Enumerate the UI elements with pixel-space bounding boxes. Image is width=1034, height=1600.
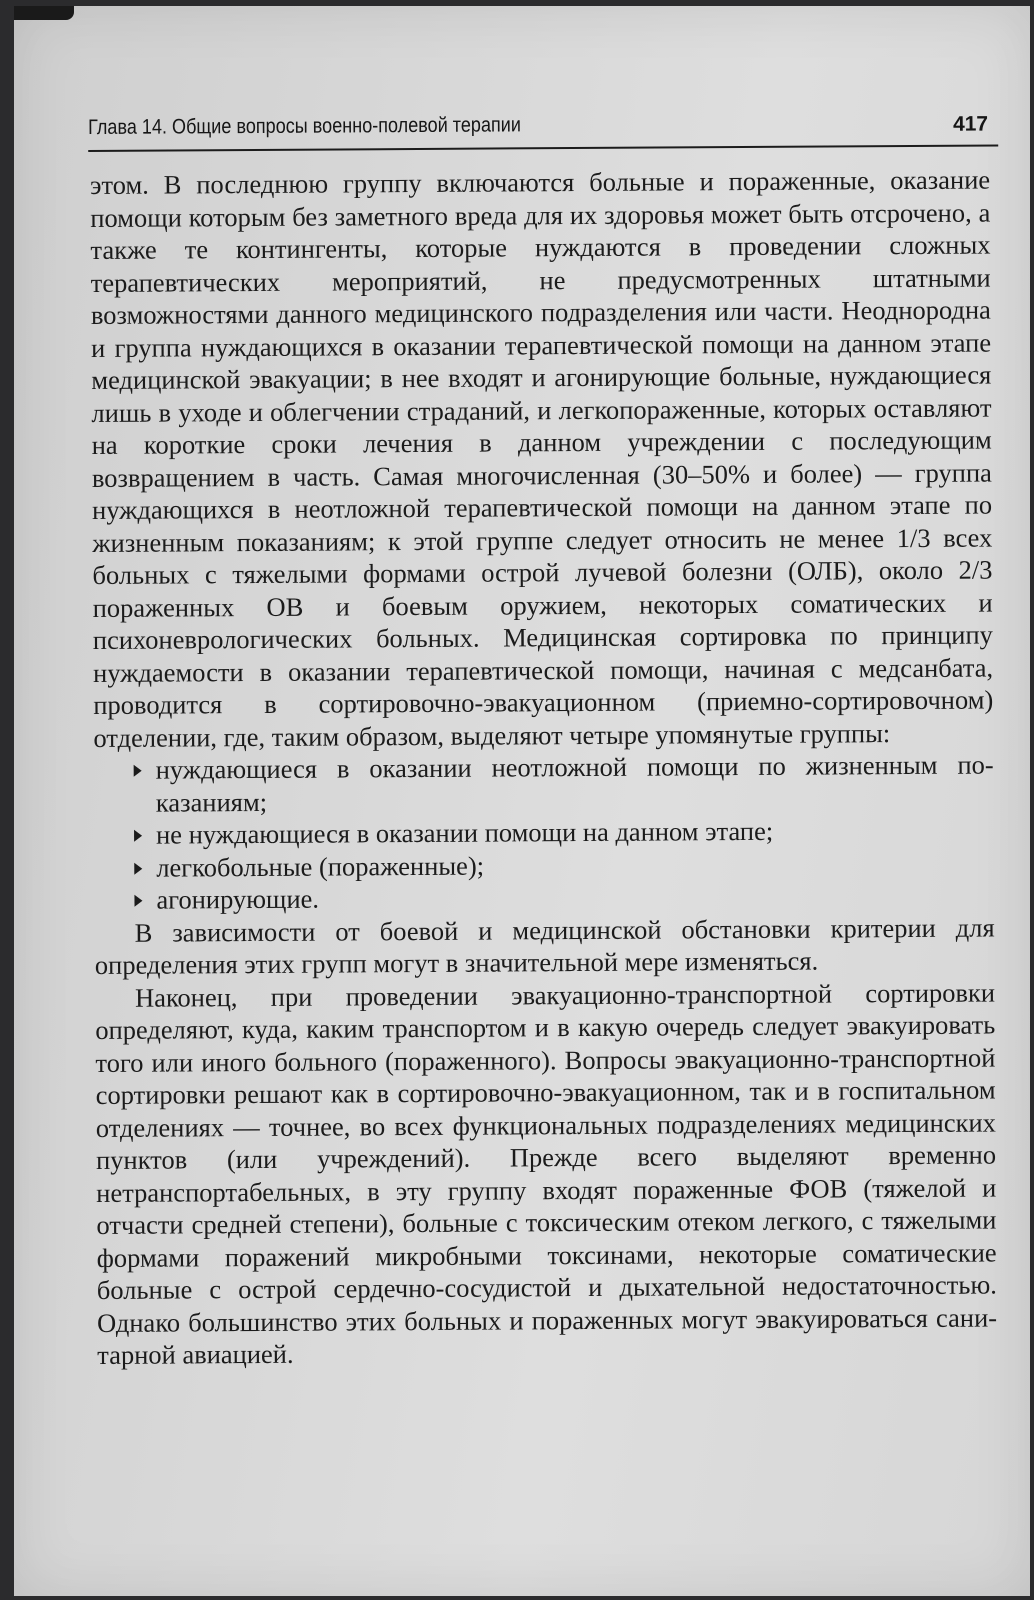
group-list — [94, 748, 995, 916]
page-corner-shadow — [14, 6, 74, 20]
right-triangle-bullet-icon — [134, 895, 142, 907]
running-head — [88, 108, 998, 152]
paragraph-3: Наконец, при проведении эвакуационно-транспортной сортировки определяют, куда, каким транспортом и в какую очередь следует эвакуировать того или иного больного (пораженного). Вопросы эвакуационно-транспортной сортировки решают как в сортировочно-эвакуационном, так и в госпитальном отделениях — точнее, во всех функциональных подразделениях медицинских пунктов (или учреждений). Прежде всего выделяют временно нетранспортабельных, в эту группу входят пораженные ФОВ (тяжелой и отчасти средней степени), больные с токсическим отеком легкого, с тяжелыми формами поражений микробными токсинами, некоторые соматические больные с острой сердечно-сосудистой и дыхательной недостаточностью. Однако большинство этих больных и пораженных могут эвакуироваться санитарной авиацией. — [95, 976, 998, 1370]
list-item-text: нуждающиеся в оказании неотложной помощи по жизненным показаниям; — [155, 749, 994, 818]
right-triangle-bullet-icon — [134, 765, 142, 777]
book-page — [14, 6, 1030, 1596]
paragraph-2: В зависимости от боевой и медицинской обстановки критерии для определения этих групп могут в значительной мере изменяться. — [94, 911, 995, 980]
right-triangle-bullet-icon — [134, 862, 142, 874]
list-item — [134, 878, 994, 916]
list-item-text: легкобольные (пораженные); — [156, 850, 485, 883]
page-number: 417 — [952, 112, 989, 136]
paragraph-1: этом. В последнюю группу включаются больные и пораженные, оказание помощи которым без заметного вреда для их здоровья может быть отсрочено, а также те контингенты, которые нуждаются в проведении сложных терапевтических мероприятий, не предусмотренных штатными возможностями данного медицинского подразделения или части. Неоднородна и группа нуждающихся в оказании терапевтической помощи на данном этапе медицинской эвакуации; в нее входят и агонирующие больные, нуждающиеся лишь в уходе и облегчении страданий, и легкопораженные, которых оставляют на короткие сроки лечения в данном учреждении с последующим возвращением в часть. Самая многочисленная (30–50% и более) — группа нуждающихся в неотложной терапевтической помощи на данном этапе по жизненным показаниям; к этой группе следует относить не менее 1/3 всех больных с тяжелыми формами острой лучевой болезни (ОЛБ), около 2/3 пораженных ОВ и боевым оружием, некоторых соматических и психоневрологических больных. Медицинская сортировка по принципу нуждаемости в оказании терапевтической помощи, начиная с медсанбата, проводится в сортировочно-эвакуационном (приемно-сортировочном) отделении, где, таким образом, выделяют четыре упомянутые группы: — [90, 164, 994, 753]
chapter-title: Глава 14. Общие вопросы военно-полевой терапии — [88, 113, 522, 139]
body-text — [90, 164, 997, 1372]
list-item-text: агонирующие. — [156, 883, 320, 915]
right-triangle-bullet-icon — [134, 830, 142, 842]
list-item — [134, 846, 994, 884]
list-item — [134, 813, 994, 851]
list-item-text: не нуждающиеся в оказании помощи на данном этапе; — [155, 815, 774, 850]
list-item — [134, 748, 994, 818]
